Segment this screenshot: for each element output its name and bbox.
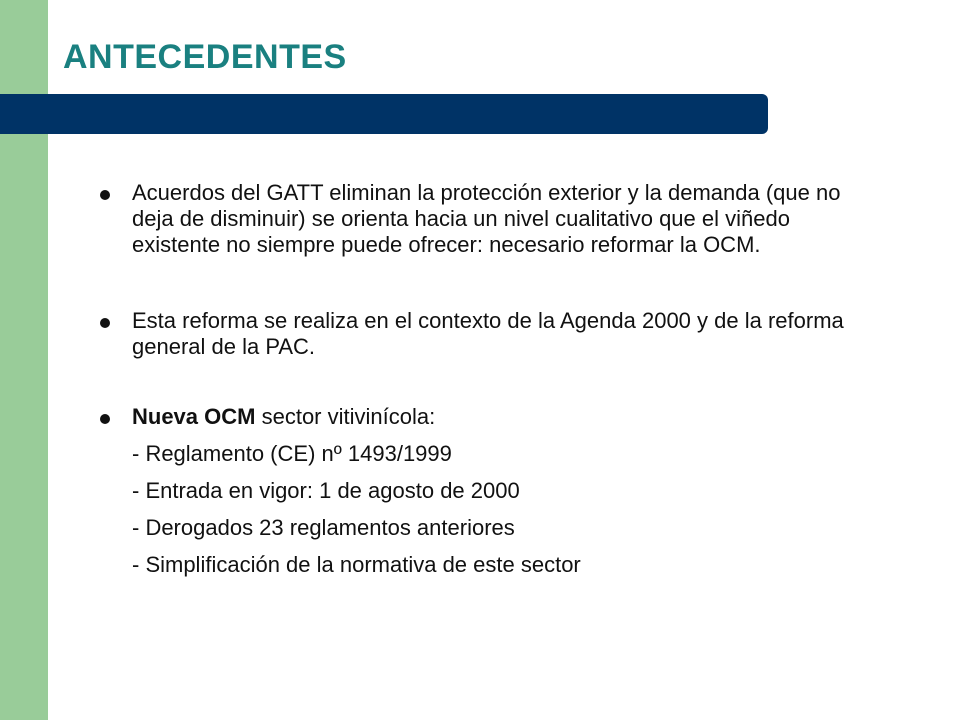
bullet-agenda-2000 bbox=[100, 308, 880, 360]
bullet-nueva-ocm bbox=[100, 404, 880, 430]
bullet-text: Esta reforma se realiza en el contexto de la Agenda 2000 y de la reforma general de la PAC. bbox=[132, 308, 844, 359]
bullet-dot-icon bbox=[100, 318, 110, 328]
slide-title: ANTECEDENTES bbox=[63, 38, 347, 76]
sub-item-entrada-vigor: - Entrada en vigor: 1 de agosto de 2000 bbox=[132, 478, 520, 503]
title-underline-bar bbox=[0, 94, 768, 134]
bullet-dot-icon bbox=[100, 414, 110, 424]
sub-item-derogados: - Derogados 23 reglamentos anteriores bbox=[132, 515, 515, 540]
bullet-dot-icon bbox=[100, 190, 110, 200]
sub-item-simplificacion: - Simplificación de la normativa de este sector bbox=[132, 552, 581, 577]
bullet-bold-text: Nueva OCM bbox=[132, 404, 256, 429]
bullet-text: sector vitivinícola: bbox=[255, 404, 436, 429]
bullet-text: Acuerdos del GATT eliminan la protección exterior y la demanda (que no deja de disminuir) se orienta hacia un nivel cualitativo que el viñedo existente no siempre puede ofrecer: necesario reformar la OCM. bbox=[132, 180, 841, 257]
sub-item-reglamento: - Reglamento (CE) nº 1493/1999 bbox=[132, 441, 452, 466]
bullet-gatt bbox=[100, 180, 880, 258]
slide-content bbox=[100, 180, 880, 578]
